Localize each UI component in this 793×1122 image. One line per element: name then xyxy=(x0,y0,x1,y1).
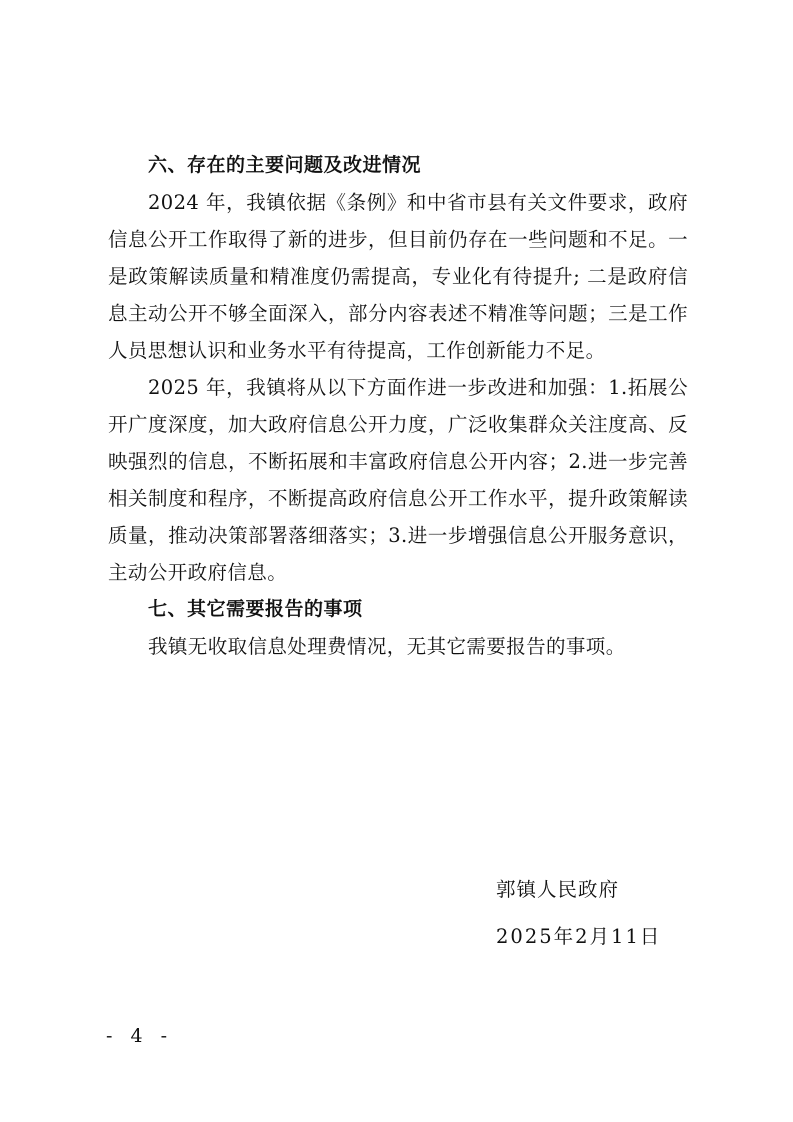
paragraph-other-matters: 我镇无收取信息处理费情况，无其它需要报告的事项。 xyxy=(148,635,626,658)
section-heading-other-matters: 七、其它需要报告的事项 xyxy=(148,598,363,620)
paragraph-problems-2024: 2024 年，我镇依据《条例》和中省市县有关文件要求，政府信息公开工作取得了新的进步，但目前仍存在一些问题和不足。一是政策解读质量和精准度仍需提高，专业化有待提升; 二是政府信息主动公开不够全面深入，部分内容表述不精准等问题；三是工作人员思想认识和业务水平有待提高，工作创新能力不足。 xyxy=(108,191,688,362)
document-body xyxy=(108,147,688,665)
signature-organization: 郭镇人民政府 xyxy=(496,878,620,901)
signature-date: 2025年2月11日 xyxy=(496,925,662,948)
paragraph-improvements-2025: 2025 年，我镇将从以下方面作进一步改进和加强：1.拓展公开广度深度，加大政府信息公开力度，广泛收集群众关注度高、反映强烈的信息，不断拓展和丰富政府信息公开内容；2.进一步完善相关制度和程序，不断提高政府信息公开工作水平，提升政策解读质量，推动决策部署落细落实；3.进一步增强信息公开服务意识，主动公开政府信息。 xyxy=(108,376,688,584)
section-heading-problems: 六、存在的主要问题及改进情况 xyxy=(148,154,422,176)
page-number: - 4 - xyxy=(106,1025,174,1047)
